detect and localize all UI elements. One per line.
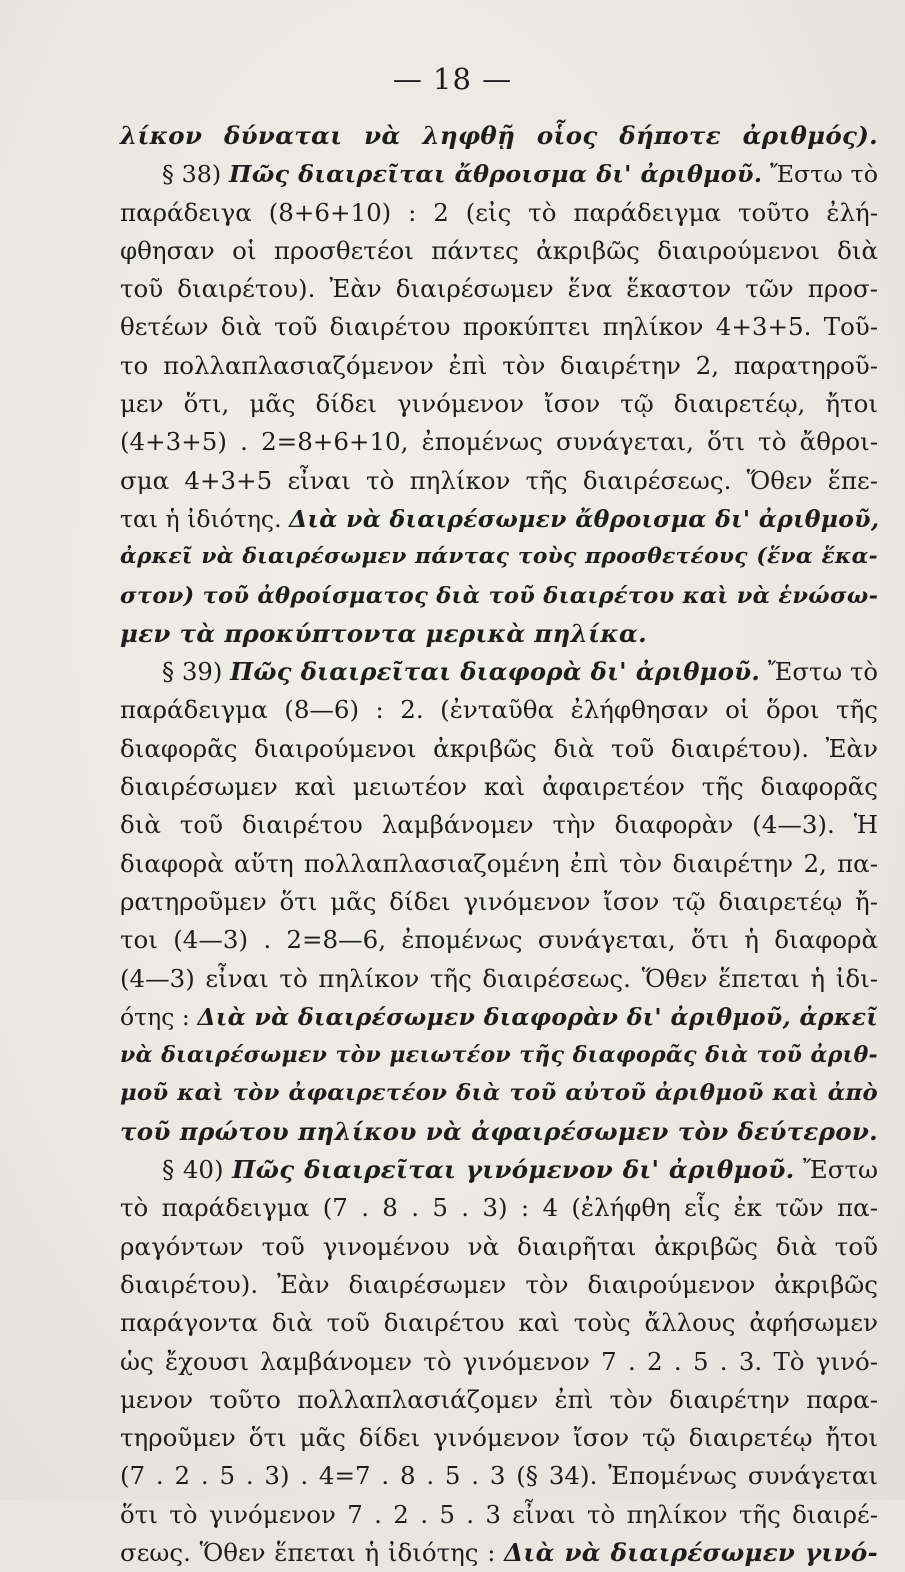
plain-text: ότης : <box>120 1002 198 1031</box>
emphasis-text: στον) τοῦ ἀθροίσματος διὰ τοῦ διαιρέτου καὶ νὰ ἑνώσω- <box>120 582 879 609</box>
plain-text: Ἔστω τὸ <box>762 160 878 189</box>
text-line <box>120 462 878 500</box>
plain-text: (7 . 2 . 5 . 3) . 4=7 . 8 . 5 . 3 (§ 34). Ἐπομένως συνάγεται <box>120 1461 878 1491</box>
plain-text: Ἔστω τὸ <box>760 657 878 687</box>
plain-text: σεως. Ὅθεν ἕπεται ἡ ἰδιότης : <box>120 1537 505 1567</box>
emphasis-text: τοῦ πρώτου πηλίκου νὰ ἀφαιρέσωμεν τὸν δεύτερον. <box>120 1116 878 1146</box>
emphasis-text: μεν τὰ προκύπτοντα μερικὰ πηλίκα. <box>120 618 647 648</box>
plain-text: διαφορᾶς διαιρούμενοι ἀκριβῶς διὰ τοῦ διαιρέτου). Ἐὰν <box>120 733 878 763</box>
text-line <box>120 998 878 1036</box>
text-line <box>120 1343 878 1381</box>
plain-text: διὰ τοῦ διαιρέτου λαμβάνομεν τὴν διαφορὰν (4—3). Ἡ <box>120 810 878 840</box>
text-line <box>120 232 878 270</box>
text-line <box>120 768 878 806</box>
plain-text: παράγοντα διὰ τοῦ διαιρέτου καὶ τοὺς ἄλλους ἀφήσωμεν <box>120 1308 878 1338</box>
plain-text: διαφορὰ αὕτη πολλαπλασιαζομένη ἐπὶ τὸν διαιρέτην 2, πα- <box>120 848 878 878</box>
text-line <box>120 921 878 959</box>
text-line <box>120 194 878 232</box>
text-line <box>120 1496 878 1534</box>
text-line <box>120 1036 878 1074</box>
plain-text: διαιρέτου). Ἐὰν διαιρέσωμεν τὸν διαιρούμενον ἀκριβῶς <box>120 1269 878 1299</box>
text-line <box>120 308 878 346</box>
text-line <box>120 691 878 729</box>
text-line <box>120 1419 878 1457</box>
text-line <box>120 385 878 423</box>
emphasis-text: Πῶς διαιρεῖται διαφορὰ δι' ἀριθμοῦ. <box>230 657 761 687</box>
plain-text: μεν ὅτι, μᾶς δίδει γινόμενον ἴσον τῷ διαιρετέῳ, ἤτοι <box>120 389 878 419</box>
plain-text: τοι (4—3) . 2=8—6, ἐπομένως συνάγεται, ὅτι ἡ διαφορὰ <box>120 925 878 955</box>
plain-text: Ἔστω <box>794 1155 879 1185</box>
plain-text: ρατηροῦμεν ὅτι μᾶς δίδει γινόμενον ἴσον τῷ διαιρετέῳ ἤ- <box>120 886 878 916</box>
text-line <box>120 845 878 883</box>
plain-text: § 40) <box>162 1155 233 1185</box>
text-line <box>120 883 878 921</box>
text-line <box>120 117 878 155</box>
text-line <box>120 730 878 768</box>
text-line <box>120 577 878 615</box>
text-line <box>120 1534 878 1572</box>
emphasis-text: νὰ διαιρέσωμεν τὸν μειωτέον τῆς διαφορᾶς διὰ τοῦ ἀριθ- <box>120 1042 878 1069</box>
emphasis-text: Πῶς διαιρεῖται γινόμενον δι' ἀριθμοῦ. <box>232 1155 795 1185</box>
text-line <box>120 155 878 193</box>
body-text <box>120 117 878 1572</box>
text-line <box>120 347 878 385</box>
text-line <box>120 1304 878 1342</box>
plain-text: ται ἡ ἰδιότης. <box>120 504 290 533</box>
plain-text: μενον τοῦτο πολλαπλασιάζομεν ἐπὶ τὸν διαιρέτην παρα- <box>120 1384 878 1414</box>
plain-text: τηροῦμεν ὅτι μᾶς δίδει γινόμενον ἴσον τῷ διαιρετέῳ ἤτοι <box>120 1423 878 1453</box>
text-line <box>120 1266 878 1304</box>
text-line <box>120 1189 878 1227</box>
plain-text: § 38) <box>162 160 229 189</box>
text-line <box>120 1457 878 1495</box>
text-line <box>120 1381 878 1419</box>
emphasis-text: Διὰ νὰ διαιρέσωμεν ἄθροισμα δι' ἀριθμοῦ, <box>289 504 880 533</box>
text-line <box>120 1228 878 1266</box>
text-line <box>120 538 878 576</box>
text-line <box>120 1074 878 1112</box>
emphasis-text: μοῦ καὶ τὸν ἀφαιρετέον διὰ τοῦ αὐτοῦ ἀριθμοῦ καὶ ἀπὸ <box>120 1080 878 1107</box>
plain-text: το πολλαπλασιαζόμενον ἐπὶ τὸν διαιρέτην 2, παρατηροῦ- <box>120 350 878 380</box>
text-line <box>120 653 878 691</box>
text-line <box>120 1151 878 1189</box>
plain-text: τὸ παράδειγμα (7 . 8 . 5 . 3) : 4 (ἐλήφθη εἷς ἐκ τῶν πα- <box>120 1193 878 1223</box>
plain-text: παράδειγμα (8—6) : 2. (ἐνταῦθα ἐλήφθησαν οἱ ὅροι τῆς <box>120 695 878 725</box>
text-line <box>120 423 878 461</box>
plain-text: διαιρέσωμεν καὶ μειωτέον καὶ ἀφαιρετέον τῆς διαφορᾶς <box>120 772 878 802</box>
text-line <box>120 806 878 844</box>
text-line <box>120 500 878 538</box>
emphasis-text: Διὰ νὰ διαιρέσωμεν γινό- <box>504 1537 878 1567</box>
plain-text: σμα 4+3+5 εἶναι τὸ πηλίκον τῆς διαιρέσεως. Ὅθεν ἕπε- <box>120 465 878 495</box>
plain-text: (4+3+5) . 2=8+6+10, ἐπομένως συνάγεται, ὅτι τὸ ἄθροι- <box>120 427 878 457</box>
emphasis-text: λίκον δύναται νὰ ληφθῇ οἷος δήποτε ἀριθμός). <box>120 121 878 150</box>
text-line <box>120 960 878 998</box>
text-line <box>120 615 878 653</box>
plain-text: τοῦ διαιρέτου). Ἐὰν διαιρέσωμεν ἕνα ἕκαστον τῶν προσ- <box>120 274 878 304</box>
page-number: — 18 — <box>392 62 513 96</box>
emphasis-text: Διὰ νὰ διαιρέσωμεν διαφορὰν δι' ἀριθμοῦ, ἀρκεῖ <box>197 1002 878 1031</box>
plain-text: παράδειγα (8+6+10) : 2 (εἰς τὸ παράδειγμα τοῦτο ἐλή- <box>120 197 878 227</box>
plain-text: ραγόντων τοῦ γινομένου νὰ διαιρῆται ἀκριβῶς διὰ τοῦ <box>120 1231 878 1261</box>
emphasis-text: Πῶς διαιρεῖται ἄθροισμα δι' ἀριθμοῦ. <box>228 160 763 189</box>
text-line <box>120 270 878 308</box>
plain-text: φθησαν οἱ προσθετέοι πάντες ἀκριβῶς διαιρούμενοι διὰ <box>120 235 878 265</box>
plain-text: § 39) <box>162 657 231 687</box>
plain-text: (4—3) εἶναι τὸ πηλίκον τῆς διαιρέσεως. Ὅθεν ἕπεται ἡ ἰδι- <box>120 963 878 993</box>
plain-text: ὡς ἔχουσι λαμβάνομεν τὸ γινόμενον 7 . 2 . 5 . 3. Τὸ γινό- <box>120 1346 878 1376</box>
emphasis-text: ἀρκεῖ νὰ διαιρέσωμεν πάντας τοὺς προσθετέους (ἕνα ἕκα- <box>120 544 878 570</box>
plain-text: θετέων διὰ τοῦ διαιρέτου προκύπτει πηλίκον 4+3+5. Τοῦ- <box>120 312 878 342</box>
plain-text: ὅτι τὸ γινόμενον 7 . 2 . 5 . 3 εἶναι τὸ πηλίκον τῆς διαιρέ- <box>120 1499 878 1529</box>
text-line <box>120 1113 878 1151</box>
